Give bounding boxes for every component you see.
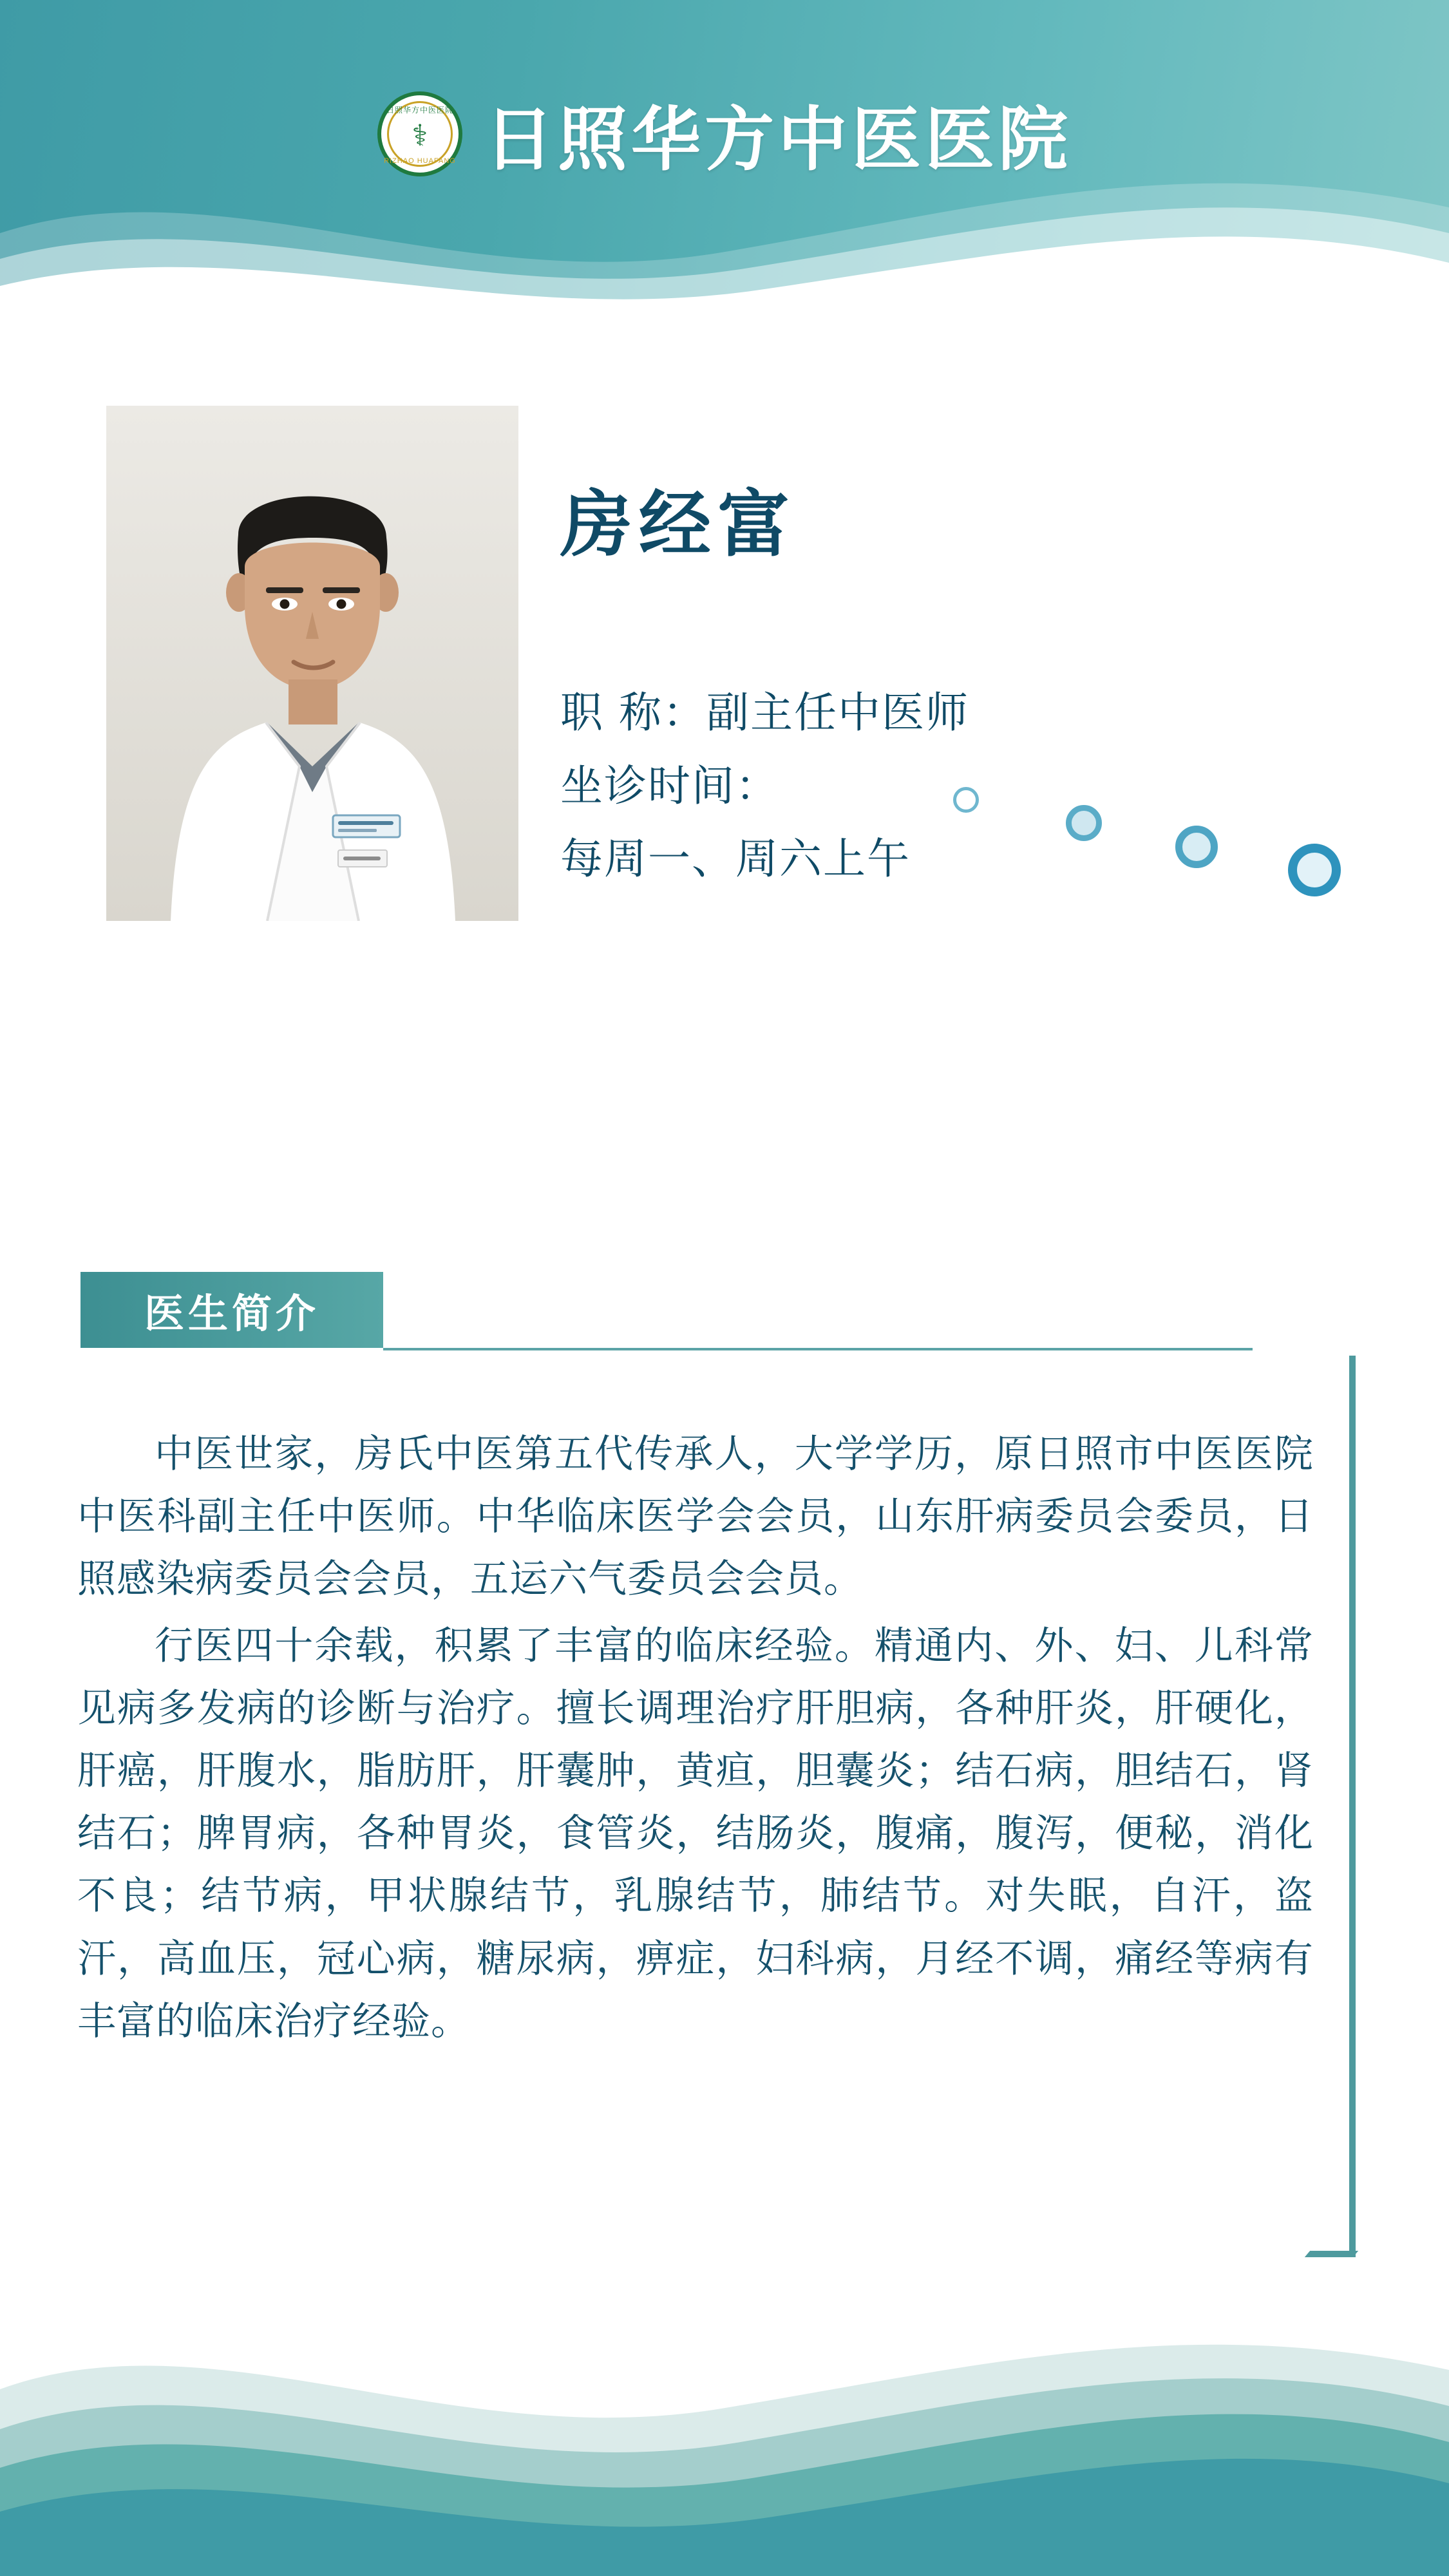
- logo-arc-bottom-text: RIZHAO HUAFANG: [384, 156, 456, 165]
- section-heading-tab: [80, 1272, 383, 1348]
- section-heading-label: 医生简介: [144, 1289, 319, 1337]
- logo-caduceus-glyph: ⚕: [412, 117, 428, 153]
- circle-dot-icon-2: [1066, 805, 1102, 841]
- doctor-meta: [560, 676, 969, 896]
- doctor-profile-block: [0, 361, 1449, 1037]
- portrait-illustration: [106, 406, 518, 921]
- doctor-bio: [77, 1423, 1314, 2057]
- top-banner: [0, 0, 1449, 303]
- section-divider-line: [383, 1348, 1253, 1350]
- clinic-time-value: 每周一、周六上午: [560, 834, 911, 884]
- hospital-name: 日照华方中医医院: [484, 99, 1072, 180]
- decorative-circles: [947, 773, 1410, 863]
- bottom-wave-shape: [0, 2177, 1449, 2576]
- circle-dot-icon-3: [1175, 826, 1218, 868]
- portrait-image: [106, 406, 518, 921]
- doctor-portrait: [106, 406, 518, 921]
- doctor-title: 职 称：副主任中医师: [560, 688, 969, 737]
- section-vertical-accent: [1349, 1356, 1356, 2257]
- bio-paragraph-2: 行医四十余载，积累了丰富的临床经验。精通内、外、妇、儿科常见病多发病的诊断与治疗。擅长调理治疗肝胆病，各种肝炎，肝硬化，肝癌，肝腹水，脂肪肝，肝囊肿，黄疸，胆囊炎；结石病，胆结石，肾结石；脾胃病，各种胃炎，食管炎，结肠炎，腹痛，腹泻，便秘，消化不良；结节病，甲状腺结节，乳腺结节，肺结节。对失眠，自汗，盗汗，高血压，冠心病，糖尿病，痹症，妇科病，月经不调，痛经等病有丰富的临床治疗经验。: [77, 1623, 1314, 2044]
- logo-arc-top-text: 日照华方中医医院: [386, 105, 453, 115]
- brand-row: [0, 84, 1449, 184]
- doctor-name: 房经富: [560, 482, 796, 567]
- circle-dot-icon-4: [1288, 844, 1341, 896]
- hospital-logo-icon: [377, 91, 462, 176]
- clinic-time-label: 坐诊时间：: [560, 761, 779, 811]
- bio-paragraph-1: 中医世家，房氏中医第五代传承人，大学学历，原日照市中医医院中医科副主任中医师。中华临床医学会会员，山东肝病委员会委员，日照感染病委员会会员，五运六气委员会会员。: [77, 1432, 1314, 1602]
- bottom-wave-decoration: [0, 2177, 1449, 2576]
- circle-dot-icon-1: [953, 787, 979, 813]
